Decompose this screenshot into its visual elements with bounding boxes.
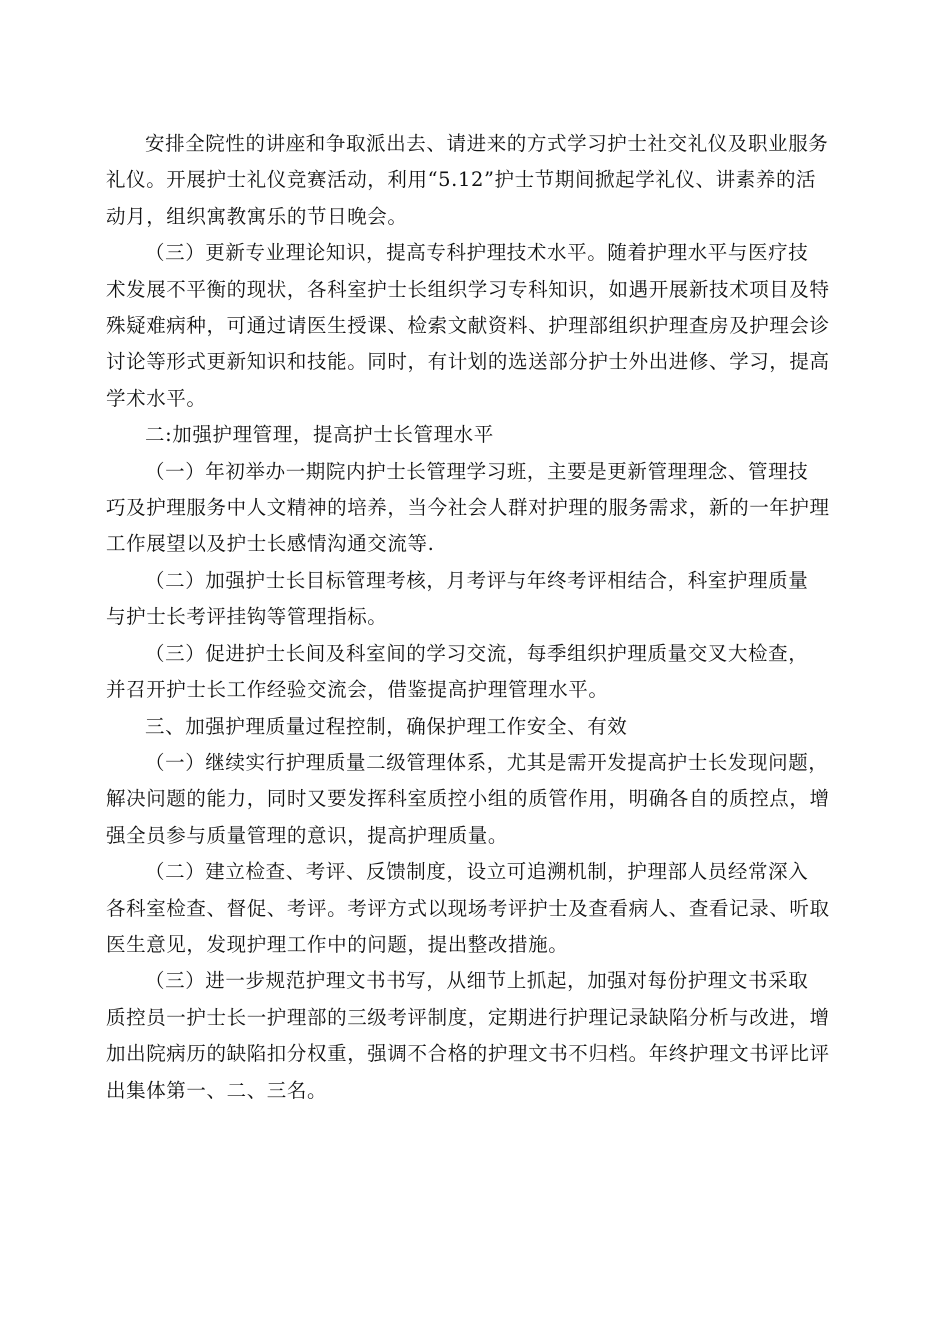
paragraph-line: 殊疑难病种，可通过请医生授课、检索文献资料、护理部组织护理查房及护理会诊 <box>106 314 830 338</box>
section-heading-management <box>106 417 846 453</box>
paragraph-line: 礼仪。开展护士礼仪竞赛活动，利用“5.12”护士节期间掀起学礼仪、讲素养的活 <box>106 168 817 192</box>
paragraph-line: 解决问题的能力，同时又要发挥科室质控小组的质管作用，明确各自的质控点，增 <box>106 787 830 811</box>
section-heading-quality-control <box>106 709 846 745</box>
paragraph-line: （一）年初举办一期院内护士长管理学习班，主要是更新管理理念、管理技 <box>145 459 809 483</box>
paragraph-exchange <box>106 636 846 709</box>
paragraph-line: （一）继续实行护理质量二级管理体系，尤其是需开发提高护士长发现问题， <box>145 750 829 774</box>
paragraph-two-level-management <box>106 745 846 854</box>
paragraph-line: （三）促进护士长间及科室间的学习交流，每季组织护理质量交叉大检查， <box>145 641 809 665</box>
paragraph-lecture-etiquette <box>106 126 846 235</box>
paragraph-line: （二）加强护士长目标管理考核，月考评与年终考评相结合，科室护理质量 <box>145 568 809 592</box>
paragraph-line: 医生意见，发现护理工作中的问题，提出整改措施。 <box>106 932 569 956</box>
paragraph-inspection-feedback <box>106 854 846 963</box>
paragraph-line: 强全员参与质量管理的意识，提高护理质量。 <box>106 823 509 847</box>
paragraph-line: 动月，组织寓教寓乐的节日晚会。 <box>106 204 408 228</box>
paragraph-line: 学术水平。 <box>106 386 207 410</box>
paragraph-nursing-documents <box>106 963 846 1109</box>
paragraph-line: 加出院病历的缺陷扣分权重，强调不合格的护理文书不归档。年终护理文书评比评 <box>106 1042 830 1066</box>
paragraph-line: （三）更新专业理论知识，提高专科护理技术水平。随着护理水平与医疗技 <box>145 241 809 265</box>
paragraph-line: 安排全院性的讲座和争取派出去、请进来的方式学习护士社交礼仪及职业服务 <box>145 132 829 155</box>
paragraph-line: （三）进一步规范护理文书书写，从细节上抓起，加强对每份护理文书采取 <box>145 969 809 993</box>
heading-line: 三、加强护理质量过程控制，确保护理工作安全、有效 <box>145 714 628 738</box>
paragraph-line: 工作展望以及护士长感情沟通交流等. <box>106 532 435 556</box>
paragraph-line: （二）建立检查、考评、反馈制度，设立可追溯机制，护理部人员经常深入 <box>145 860 809 884</box>
paragraph-line: 质控员一护士长一护理部的三级考评制度，定期进行护理记录缺陷分析与改进，增 <box>106 1005 830 1029</box>
paragraph-line: 出集体第一、二、三名。 <box>106 1078 328 1102</box>
paragraph-line: 与护士长考评挂钩等管理指标。 <box>106 605 388 629</box>
paragraph-professional-knowledge <box>106 235 846 417</box>
document-body <box>106 126 846 1109</box>
paragraph-line: 各科室检查、督促、考评。考评方式以现场考评护士及查看病人、查看记录、听取 <box>106 896 830 920</box>
paragraph-line: 术发展不平衡的现状，各科室护士长组织学习专科知识，如遇开展新技术项目及特 <box>106 277 830 301</box>
heading-line: 二:加强护理管理，提高护士长管理水平 <box>145 423 494 447</box>
paragraph-line: 并召开护士长工作经验交流会，借鉴提高护理管理水平。 <box>106 678 609 702</box>
paragraph-line: 巧及护理服务中人文精神的培养，当今社会人群对护理的服务需求，新的一年护理 <box>106 496 830 520</box>
paragraph-target-assessment <box>106 563 846 636</box>
paragraph-head-nurse-training <box>106 454 846 563</box>
paragraph-line: 讨论等形式更新知识和技能。同时，有计划的选送部分护士外出进修、学习，提高 <box>106 350 830 374</box>
